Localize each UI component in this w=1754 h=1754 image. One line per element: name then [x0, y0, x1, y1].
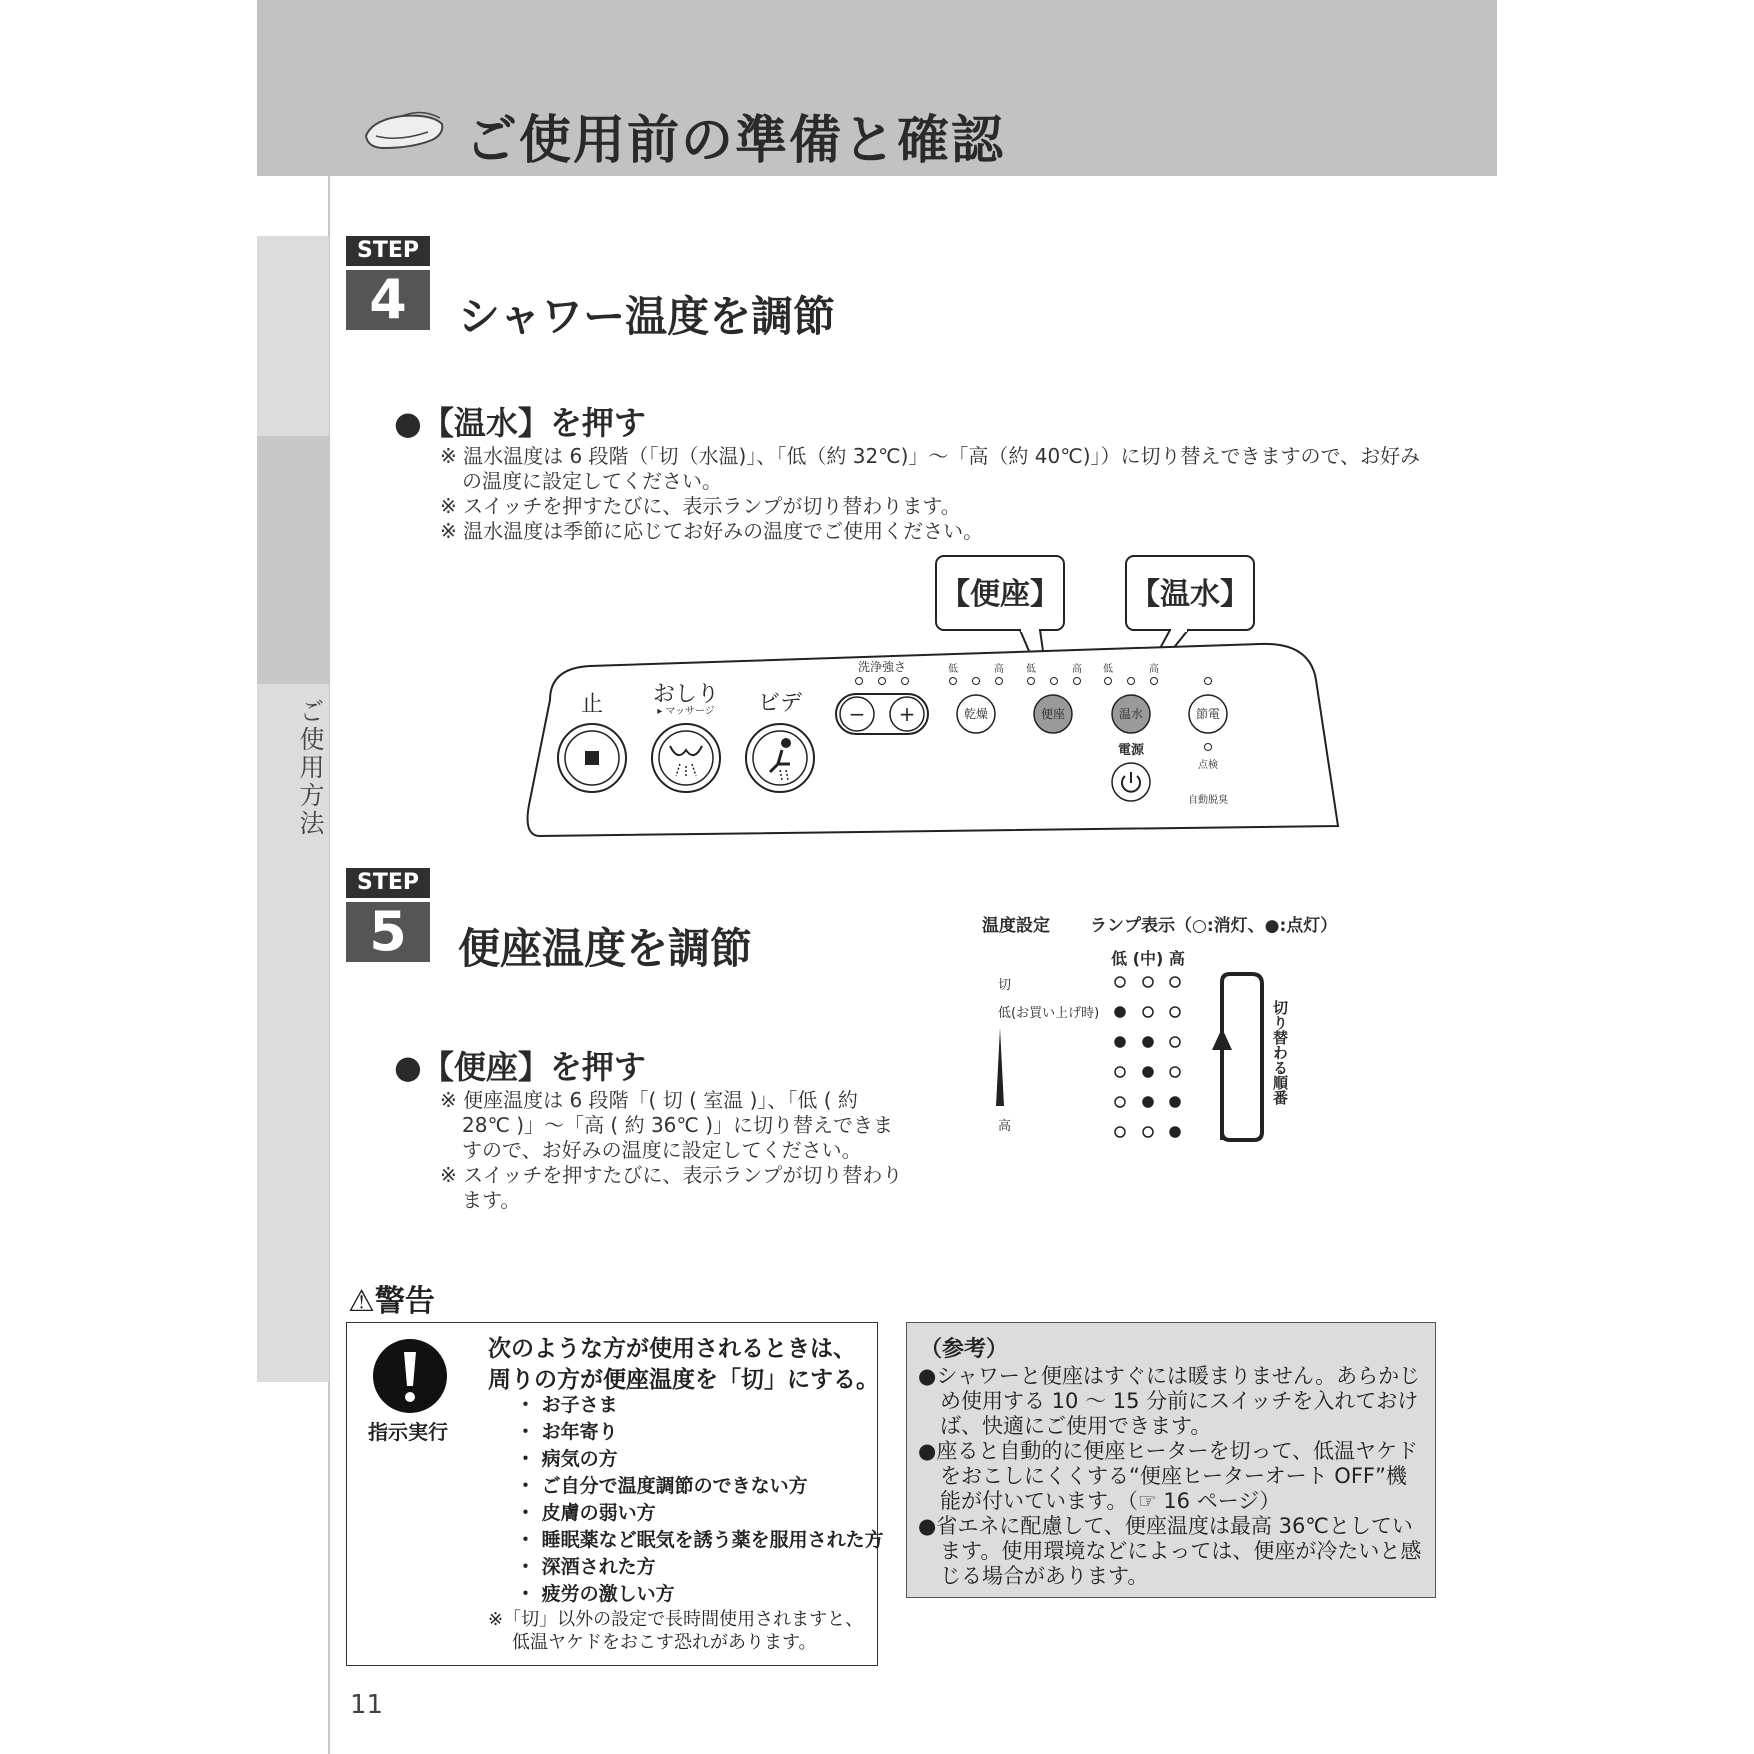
lamp-off: [1143, 977, 1153, 987]
svg-text:乾燥: 乾燥: [963, 707, 989, 721]
list-item: ・ 皮膚の弱い方: [516, 1502, 656, 1524]
control-panel-diagram: [520, 550, 1350, 850]
lamp-on: [1143, 1067, 1153, 1077]
step4-instruction: ●【温水】を押す: [394, 404, 646, 442]
list-item: ・ 睡眠薬など眠気を誘う薬を服用された方: [516, 1529, 884, 1551]
page-title: ご使用前の準備と確認: [465, 111, 1006, 171]
side-tab-active: [257, 436, 329, 684]
step5-badge: [346, 868, 430, 962]
warning-list: [516, 1392, 884, 1608]
lamp-table-off-label: 切: [998, 978, 1012, 993]
lamp-off: [1115, 1067, 1125, 1077]
svg-text:高: 高: [1149, 664, 1159, 675]
exclamation-icon: [372, 1338, 448, 1414]
svg-text:低: 低: [1103, 664, 1113, 675]
step4-notes: [440, 444, 1434, 544]
svg-text:低: 低: [948, 664, 958, 675]
wash-strength-label: 洗浄強さ: [857, 660, 907, 674]
svg-text:+: +: [898, 702, 916, 726]
step5-note: ※ 便座温度は 6 段階「( 切 ( 室温 )」、「低 ( 約 28℃ )」～「高 ( 約 36℃ )」に切り替えできますので、お好みの温度に設定してください。: [440, 1088, 894, 1162]
lamp-table-setting-header: 温度設定: [982, 916, 1050, 936]
list-item: ・ 病気の方: [516, 1448, 618, 1470]
list-item: ・ 疲労の激しい方: [516, 1583, 675, 1605]
warning-footnote: [488, 1608, 863, 1654]
warning-footnote-line: 低温ヤケドをおこす恐れがあります。: [512, 1632, 817, 1653]
step5-title: 便座温度を調節: [458, 924, 753, 973]
stop-label: 止: [580, 692, 604, 717]
dry-button[interactable]: [957, 695, 995, 733]
lamp-table-low-label: 低(お買い上げ時): [998, 1006, 1100, 1021]
lamp-on: [1143, 1097, 1153, 1107]
list-item: ・ お子さま: [516, 1394, 618, 1416]
deodorize-label: 自動脱臭: [1188, 795, 1228, 806]
step4-note: ※ 温水温度は 6 段階（「切（水温)」、「低（約 32℃)」～「高（約 40℃)」）に切り替えできますので、お好みの温度に設定してください。: [440, 444, 1421, 493]
callout-seat-label: 【便座】: [940, 577, 1060, 612]
step5-instruction: ●【便座】を押す: [394, 1048, 646, 1086]
svg-text:−: −: [848, 702, 866, 726]
order-label: 切り替わる順番: [1271, 1000, 1289, 1105]
lamp-grid: [1115, 977, 1180, 1137]
lamp-off: [1143, 1127, 1153, 1137]
lamp-off: [1115, 1097, 1125, 1107]
callout-water-label: 【温水】: [1130, 577, 1250, 612]
lamp-on: [1143, 1037, 1153, 1047]
svg-text:低: 低: [1026, 664, 1036, 675]
svg-text:高: 高: [1072, 664, 1082, 675]
lamp-table: [980, 910, 1350, 1150]
bidet-button[interactable]: [746, 724, 814, 792]
step5-number: 5: [346, 902, 430, 962]
seat-button[interactable]: [1034, 695, 1072, 733]
side-tab-top: [257, 236, 329, 436]
side-tab-label: ご使用方法: [296, 698, 325, 838]
list-item: ●省エネに配慮して、便座温度は最高 36℃としています。使用環境などによっては、便座が冷たいと感じる場合があります。: [918, 1514, 1422, 1588]
power-label: 電源: [1117, 743, 1145, 758]
lamp-off: [1170, 1037, 1180, 1047]
minus-button[interactable]: [840, 697, 874, 731]
bidet-label: ビデ: [757, 691, 803, 716]
lamp-off: [1170, 1067, 1180, 1077]
lamp-table-lamp-header: ランプ表示（○:消灯、●:点灯）: [1090, 916, 1338, 936]
power-button[interactable]: [1112, 763, 1150, 801]
warning-lead-line: 次のような方が使用されるときは、: [488, 1336, 856, 1362]
power-save-button[interactable]: [1189, 695, 1227, 733]
svg-text:節電: 節電: [1195, 707, 1221, 721]
list-item: ・ ご自分で温度調節のできない方: [516, 1475, 808, 1497]
step4-note: ※ 温水温度は季節に応じてお好みの温度でご使用ください。: [440, 519, 984, 543]
lamp-on: [1115, 1037, 1125, 1047]
lamp-off: [1115, 1127, 1125, 1137]
reference-title: （参考）: [920, 1337, 1009, 1362]
step4-badge-label: STEP: [346, 236, 430, 266]
step4-title: シャワー温度を調節: [458, 292, 836, 341]
lamp-table-level-header: 低 (中) 高: [1111, 949, 1185, 968]
list-item: ・ 深酒された方: [516, 1556, 656, 1578]
lamp-off: [1170, 977, 1180, 987]
check-lamp: [1205, 744, 1212, 751]
step5-badge-label: STEP: [346, 868, 430, 898]
water-button[interactable]: [1112, 695, 1150, 733]
list-item: ●座ると自動的に便座ヒーターを切って、低温ヤケドをおこしにくくする“便座ヒーターオート OFF”機能が付いています。（☞ 16 ページ）: [918, 1439, 1419, 1513]
warning-lead-line: 周りの方が便座温度を「切」にする。: [488, 1367, 879, 1393]
list-item: ●シャワーと便座はすぐには暖まりません。あらかじめ使用する 10 ～ 15 分前にスイッチを入れておけば、快適にご使用できます。: [918, 1364, 1421, 1438]
increase-wedge: [996, 1028, 1004, 1106]
reference-list: [918, 1364, 1424, 1589]
lamp-off: [1170, 1007, 1180, 1017]
instruction-icon-label: 指示実行: [368, 1420, 448, 1444]
check-label: 点検: [1198, 760, 1218, 771]
warning-heading: ⚠警告: [348, 1284, 435, 1319]
step4-note: ※ スイッチを押すたびに、表示ランプが切り替わります。: [440, 494, 961, 518]
lamp-off: [1115, 977, 1125, 987]
svg-text:温水: 温水: [1118, 707, 1144, 721]
svg-text:便座: 便座: [1040, 707, 1066, 721]
oshiri-button[interactable]: [652, 724, 720, 792]
list-item: ・ お年寄り: [516, 1421, 618, 1443]
plus-button[interactable]: [890, 697, 924, 731]
warning-lead: [488, 1334, 879, 1396]
lamp-table-high-label: 高: [998, 1119, 1012, 1134]
oshiri-label: おしり: [652, 682, 720, 707]
stop-button[interactable]: [558, 724, 626, 792]
lamp-on: [1115, 1007, 1125, 1017]
warning-footnote-line: ※「切」以外の設定で長時間使用されますと、: [488, 1609, 864, 1630]
massage-label: ▸ マッサージ: [657, 706, 715, 717]
lamp-off: [1143, 1007, 1153, 1017]
step5-note: ※ スイッチを押すたびに、表示ランプが切り替わります。: [440, 1163, 903, 1212]
toilet-seat-icon: [362, 106, 446, 156]
order-arrow: [1212, 974, 1262, 1140]
lamp-on: [1170, 1127, 1180, 1137]
step5-notes: [440, 1088, 906, 1213]
step4-badge: [346, 236, 430, 330]
step4-number: 4: [346, 270, 430, 330]
page-number: 11: [350, 1690, 384, 1720]
lamp-on: [1170, 1097, 1180, 1107]
svg-text:高: 高: [994, 664, 1004, 675]
